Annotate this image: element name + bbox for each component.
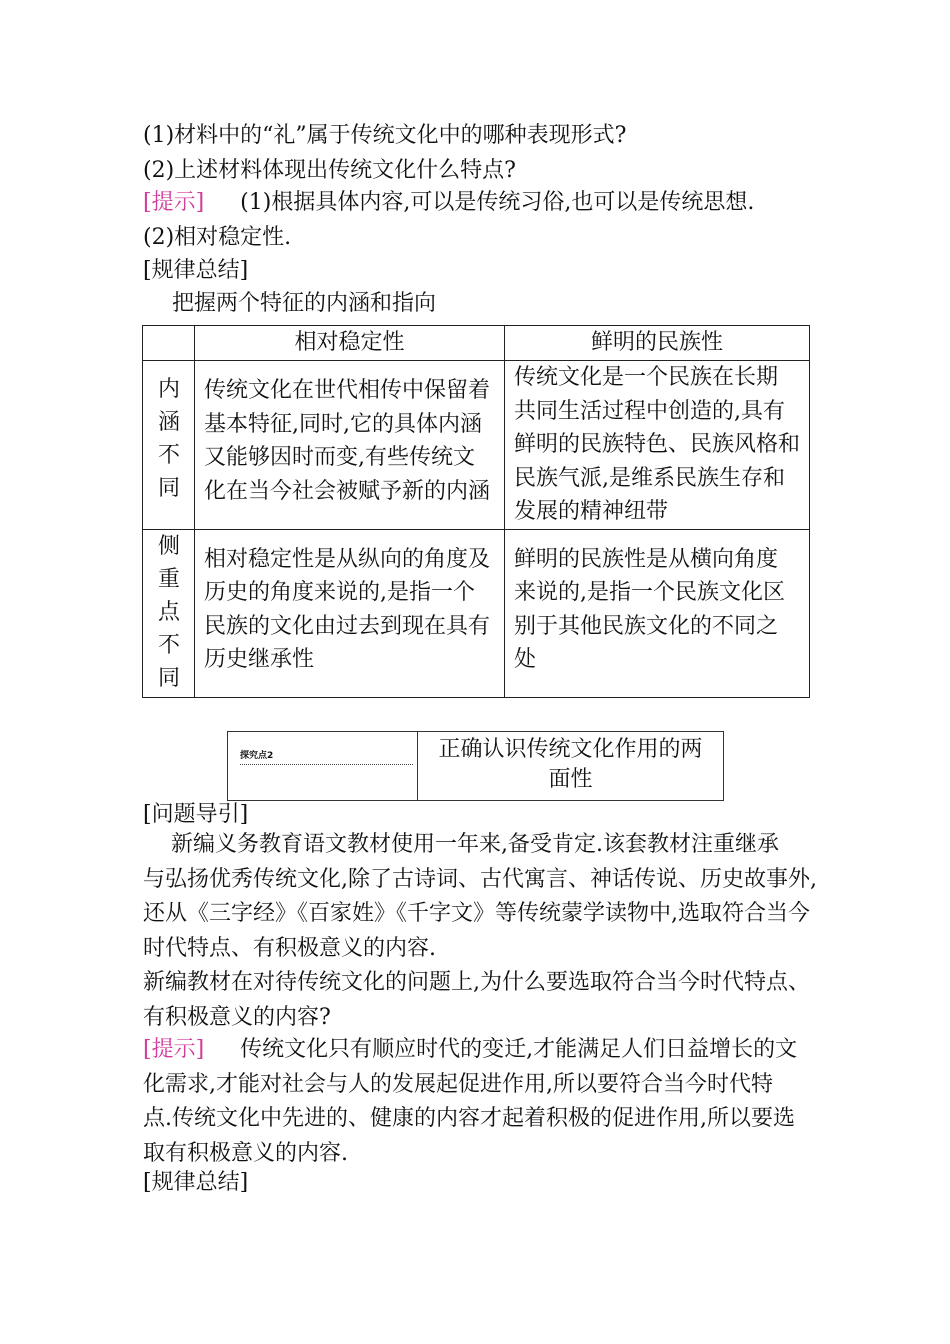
question-2: (2)上述材料体现出传统文化什么特点?: [143, 158, 516, 183]
table-header-empty: [143, 326, 195, 361]
cell-line: 来说的,是指一个民族文化区: [514, 580, 785, 605]
question-line: 新编教材在对待传统文化的问题上,为什么要选取符合当今时代特点、: [143, 970, 810, 995]
cell-line: 历史的角度来说的,是指一个: [204, 580, 475, 605]
cell-line: 相对稳定性是从纵向的角度及: [204, 546, 491, 572]
question-line: 有积极意义的内容?: [143, 1004, 331, 1030]
row-label-char: 侧: [157, 533, 180, 559]
cell-line: 历史继承性: [204, 647, 315, 672]
cell-connotation-nationality: [505, 361, 810, 530]
section-header-box: [227, 731, 724, 801]
row-label-char: 同: [157, 665, 180, 691]
problem-guide-heading: [问题导引]: [143, 802, 249, 827]
table-header-row: [143, 326, 810, 361]
row-label-char: 不: [157, 632, 180, 658]
row-label-char: 内: [157, 377, 180, 402]
row-label-connotation: [143, 361, 195, 530]
hint-2-line: 点.传统文化中先进的、健康的内容才起着积极的促进作用,所以要选: [143, 1106, 795, 1131]
rule-summary-heading-2: [规律总结]: [143, 1170, 249, 1195]
section-title-line: 正确认识传统文化作用的两: [438, 737, 703, 762]
cell-line: 民族的文化由过去到现在具有: [204, 613, 491, 639]
cell-line: 民族气派,是维系民族生存和: [514, 465, 785, 491]
problem-guide-paragraph: [143, 828, 823, 1035]
paragraph-line: 与弘扬优秀传统文化,除了古诗词、古代寓言、神话传说、历史故事外,: [143, 866, 817, 892]
table-intro: 把握两个特征的内涵和指向: [172, 291, 437, 316]
cell-focus-nationality: [505, 529, 810, 697]
row-label-char: 涵: [157, 410, 180, 435]
row-label-char: 不: [157, 443, 180, 468]
rule-summary-heading: [规律总结]: [143, 258, 249, 283]
row-label-char: 同: [157, 476, 180, 501]
hint-2-line: 取有积极意义的内容.: [143, 1140, 348, 1166]
cell-line: 传统文化在世代相传中保留着: [204, 378, 491, 403]
row-label-char: 重: [157, 566, 180, 592]
section-tag-divider: [240, 764, 413, 765]
hint-1: [143, 188, 754, 218]
table-row: [143, 361, 810, 530]
cell-line: 鲜明的民族性是从横向角度: [514, 546, 779, 572]
section-title-line: 面性: [548, 767, 593, 792]
row-label-focus: [143, 529, 195, 697]
cell-line: 鲜明的民族特色、民族风格和: [514, 432, 801, 457]
question-1: (1)材料中的“礼”属于传统文化中的哪种表现形式?: [143, 123, 627, 148]
section-tag: 探究点2: [240, 751, 274, 761]
paragraph-line: 时代特点、有积极意义的内容.: [143, 935, 436, 961]
section-tag-area: [228, 732, 418, 800]
cell-line: 又能够因时而变,有些传统文: [204, 445, 475, 470]
hint-1-text: (1)根据具体内容,可以是传统习俗,也可以是传统思想.: [240, 190, 755, 215]
hint-2-line: 传统文化只有顺应时代的变迁,才能满足人们日益增长的文: [240, 1037, 798, 1062]
table-header-stability: 相对稳定性: [195, 326, 505, 361]
cell-line: 基本特征,同时,它的具体内涵: [204, 411, 482, 437]
cell-line: 共同生活过程中创造的,具有: [514, 398, 785, 424]
hint-2-line: 化需求,才能对社会与人的发展起促进作用,所以要符合当今时代特: [143, 1071, 773, 1097]
paragraph-line: 还从《三字经》《百家姓》《千字文》等传统蒙学读物中,选取符合当今: [143, 901, 810, 926]
table-row: [143, 529, 810, 697]
paragraph-line: 新编义务教育语文教材使用一年来,备受肯定.该套教材注重继承: [143, 832, 779, 857]
cell-line: 别于其他民族文化的不同之: [514, 613, 779, 639]
row-label-char: 点: [157, 599, 180, 625]
hint-2: [143, 1033, 823, 1171]
cell-line: 处: [514, 647, 537, 672]
hint-label: [提示]: [143, 1037, 205, 1062]
cell-line: 化在当今社会被赋予新的内涵: [204, 478, 491, 504]
table-header-nationality: 鲜明的民族性: [505, 326, 810, 361]
hint-label: [提示]: [143, 190, 205, 215]
cell-focus-stability: [195, 529, 505, 697]
cell-line: 发展的精神纽带: [514, 499, 669, 524]
cell-line: 传统文化是一个民族在长期: [514, 365, 779, 390]
cell-connotation-stability: [195, 361, 505, 530]
section-title: [418, 732, 723, 800]
features-table: [142, 325, 810, 698]
hint-1-text-2: (2)相对稳定性.: [143, 225, 292, 250]
